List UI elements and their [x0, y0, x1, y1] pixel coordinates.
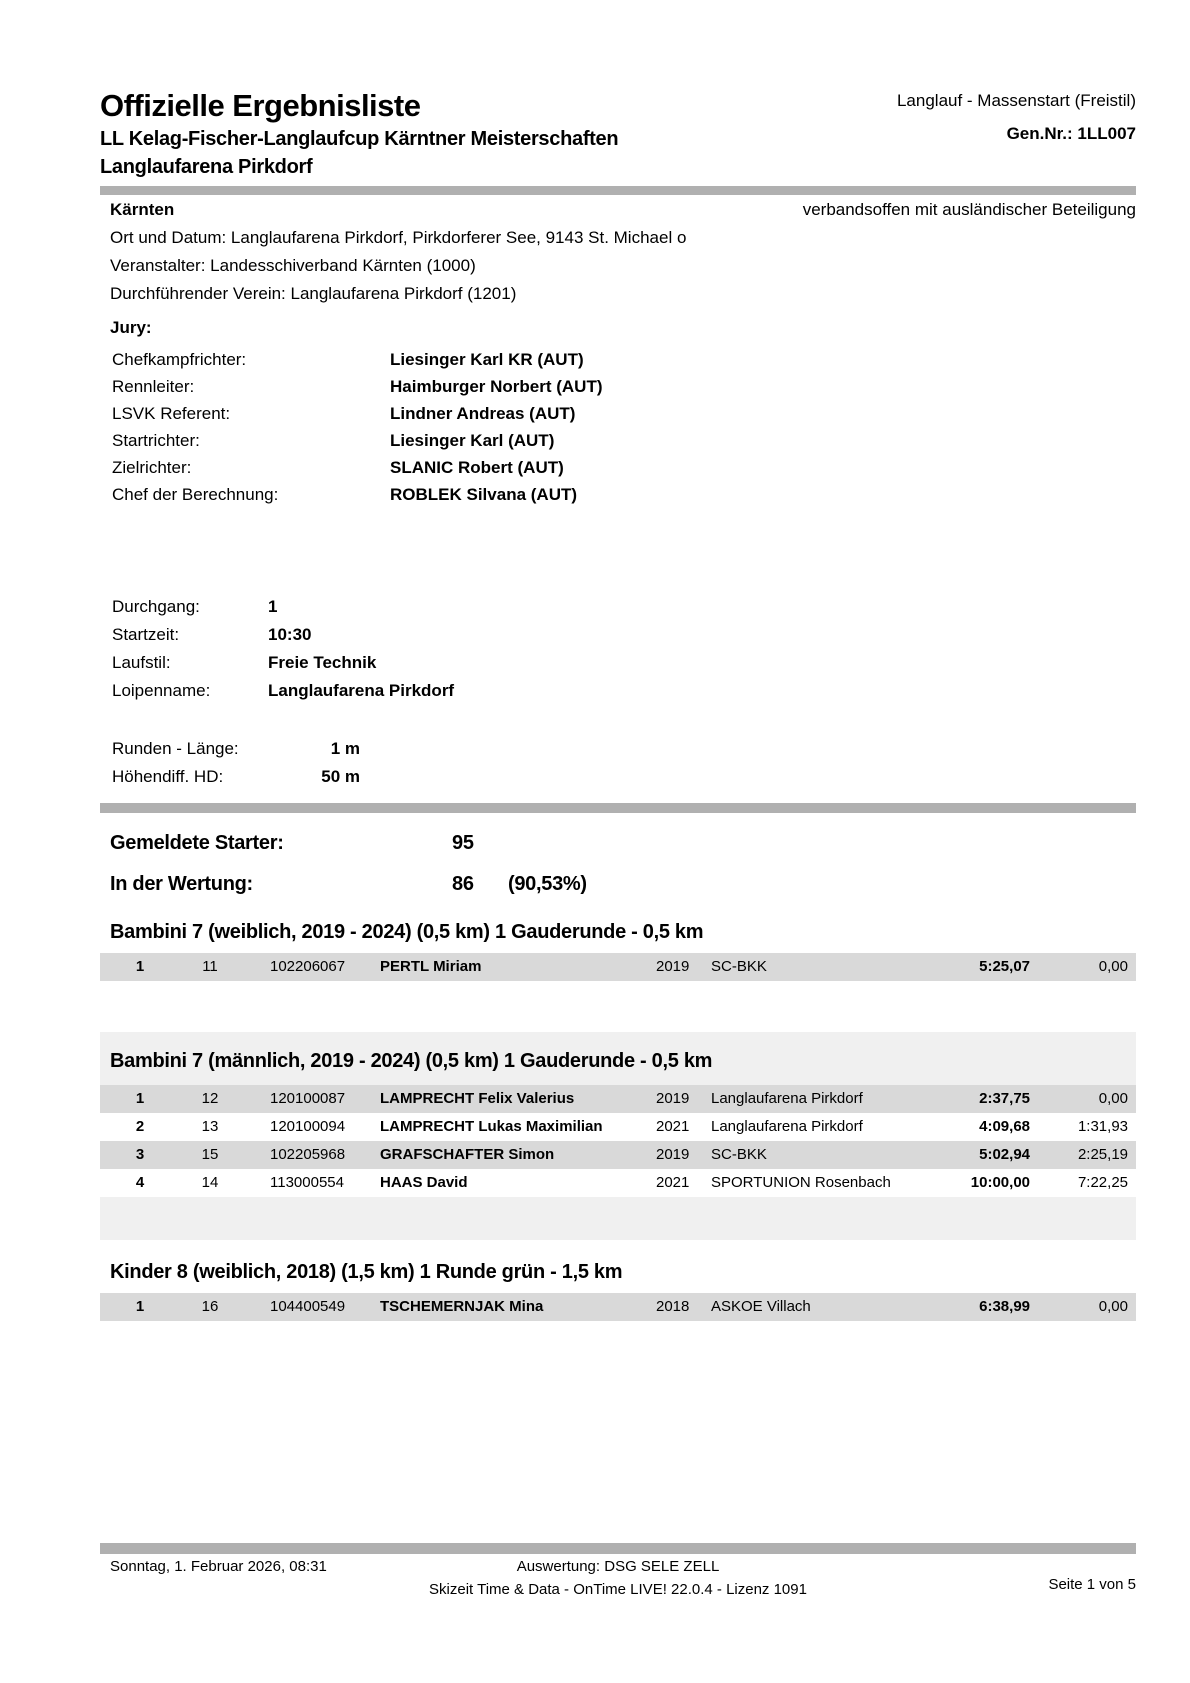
diff-cell: 2:25,19 — [1077, 1146, 1128, 1163]
bib-cell: 16 — [201, 1298, 219, 1315]
jury-member-name: ROBLEK Silvana (AUT) — [390, 485, 578, 504]
jury-row — [100, 481, 1136, 508]
event-subtitle: LL Kelag-Fischer-Langlaufcup Kärntner Meisterschaften — [100, 128, 619, 150]
rank-cell: 1 — [135, 1090, 145, 1107]
diff-cell: 0,00 — [1098, 1298, 1128, 1315]
course-info-row — [100, 763, 1136, 791]
jury-role-label: Chefkampfrichter: — [112, 350, 247, 369]
region-line — [100, 200, 1136, 220]
registered-starters-label: Gemeldete Starter: — [110, 832, 284, 854]
jury-role-label: Zielrichter: — [112, 458, 192, 477]
bib-cell: 15 — [201, 1146, 219, 1163]
run-info-row — [100, 649, 1136, 677]
course-info-label: Höhendiff. HD: — [112, 767, 224, 786]
time-cell: 6:38,99 — [979, 1298, 1030, 1315]
jury-row — [100, 454, 1136, 481]
page-title: Offizielle Ergebnisliste — [100, 88, 421, 123]
jury-row — [100, 373, 1136, 400]
rank-cell: 4 — [135, 1174, 145, 1191]
athlete-name-cell: PERTL Miriam — [380, 958, 482, 975]
code-cell: 102206067 — [270, 958, 346, 975]
course-info-value: 1 m — [330, 739, 360, 758]
ranked-percent: (90,53%) — [508, 873, 587, 895]
bib-cell: 14 — [201, 1174, 219, 1191]
run-info-value: Langlaufarena Pirkdorf — [268, 681, 455, 700]
result-row — [100, 1085, 1136, 1113]
rank-cell: 1 — [135, 958, 145, 975]
run-info-value: 1 — [268, 597, 278, 616]
course-info-label: Runden - Länge: — [112, 739, 239, 758]
athlete-name-cell: LAMPRECHT Felix Valerius — [380, 1090, 575, 1107]
athlete-name-cell: GRAFSCHAFTER Simon — [380, 1146, 555, 1163]
jury-row — [100, 346, 1136, 373]
code-cell: 120100094 — [270, 1118, 346, 1135]
run-info-row — [100, 593, 1136, 621]
rank-cell: 3 — [135, 1146, 145, 1163]
jury-member-name: Liesinger Karl KR (AUT) — [390, 350, 584, 369]
run-info-row — [100, 677, 1136, 705]
jury-member-name: Lindner Andreas (AUT) — [390, 404, 576, 423]
run-info-label: Loipenname: — [112, 681, 211, 700]
run-info-label: Durchgang: — [112, 597, 200, 616]
course-info-value: 50 m — [321, 767, 360, 786]
athlete-name-cell: TSCHEMERNJAK Mina — [380, 1298, 544, 1315]
header-separator-bar — [100, 186, 1136, 195]
discipline-label: Langlauf - Massenstart (Freistil) — [896, 91, 1136, 110]
jury-member-name: Liesinger Karl (AUT) — [390, 431, 555, 450]
club-cell: SC-BKK — [711, 958, 767, 975]
footer-software-credit: Skizeit Time & Data - OnTime LIVE! 22.0.4 - Lizenz 1091 — [429, 1581, 807, 1598]
registered-starters-value: 95 — [452, 832, 474, 854]
organizer-line: Veranstalter: Landesschiverband Kärnten (1000) — [110, 256, 476, 275]
club-cell: SC-BKK — [711, 1146, 767, 1163]
region-label: Kärnten — [110, 200, 175, 219]
year-cell: 2019 — [656, 1146, 690, 1163]
jury-role-label: Startrichter: — [112, 431, 200, 450]
result-row — [100, 1169, 1136, 1197]
footer-separator-bar — [100, 1543, 1136, 1554]
ranked-line — [100, 869, 1136, 899]
footer-page-number: Seite 1 von 5 — [1048, 1576, 1136, 1593]
time-cell: 10:00,00 — [970, 1174, 1030, 1191]
year-cell: 2021 — [656, 1174, 690, 1191]
code-cell: 102205968 — [270, 1146, 346, 1163]
year-cell: 2018 — [656, 1298, 690, 1315]
registered-starters-line — [100, 828, 1136, 858]
section-title-kinder8-weiblich: Kinder 8 (weiblich, 2018) (1,5 km) 1 Runde grün - 1,5 km — [110, 1261, 623, 1283]
ranked-value: 86 — [452, 873, 474, 895]
course-info-row — [100, 735, 1136, 763]
time-cell: 2:37,75 — [979, 1090, 1030, 1107]
jury-heading: Jury: — [110, 318, 152, 337]
run-info-value: Freie Technik — [268, 653, 377, 672]
ranked-label: In der Wertung: — [110, 873, 253, 895]
diff-cell: 1:31,93 — [1077, 1118, 1128, 1135]
rank-cell: 1 — [135, 1298, 145, 1315]
place-date-line: Ort und Datum: Langlaufarena Pirkdorf, Pirkdorferer See, 9143 St. Michael o — [110, 228, 687, 247]
athlete-name-cell: HAAS David — [380, 1174, 468, 1191]
club-cell: Langlaufarena Pirkdorf — [711, 1118, 863, 1135]
run-info-row — [100, 621, 1136, 649]
results-table-bambini7-maennlich — [100, 1085, 1136, 1197]
year-cell: 2021 — [656, 1118, 690, 1135]
diff-cell: 7:22,25 — [1077, 1174, 1128, 1191]
club-cell: Langlaufarena Pirkdorf — [711, 1090, 863, 1107]
run-info-value: 10:30 — [268, 625, 312, 644]
diff-cell: 0,00 — [1098, 958, 1128, 975]
run-info-label: Laufstil: — [112, 653, 171, 672]
club-cell: SPORTUNION Rosenbach — [711, 1174, 891, 1191]
athlete-name-cell: LAMPRECHT Lukas Maximilian — [380, 1118, 603, 1135]
result-row — [100, 953, 1136, 981]
results-table-kinder8-weiblich — [100, 1293, 1136, 1321]
stats-separator-bar — [100, 803, 1136, 813]
gen-nr-label: Gen.Nr.: 1LL007 — [1006, 124, 1136, 143]
run-info-table — [100, 593, 1136, 705]
result-row — [100, 1141, 1136, 1169]
bib-cell: 11 — [202, 958, 218, 975]
year-cell: 2019 — [656, 958, 690, 975]
section-band-bambini7-maennlich — [100, 1032, 1136, 1240]
jury-role-label: Chef der Berechnung: — [112, 485, 279, 504]
diff-cell: 0,00 — [1098, 1090, 1128, 1107]
time-cell: 5:02,94 — [979, 1146, 1030, 1163]
footer-evaluation: Auswertung: DSG SELE ZELL — [516, 1558, 720, 1575]
code-cell: 113000554 — [270, 1174, 344, 1191]
bib-cell: 12 — [201, 1090, 219, 1107]
club-cell: ASKOE Villach — [711, 1298, 811, 1315]
venue-subtitle: Langlaufarena Pirkdorf — [100, 156, 313, 178]
section-title-bambini7-weiblich: Bambini 7 (weiblich, 2019 - 2024) (0,5 km) 1 Gauderunde - 0,5 km — [110, 921, 704, 943]
jury-member-name: Haimburger Norbert (AUT) — [390, 377, 603, 396]
time-cell: 4:09,68 — [979, 1118, 1030, 1135]
run-info-label: Startzeit: — [112, 625, 180, 644]
time-cell: 5:25,07 — [979, 958, 1030, 975]
result-row — [100, 1293, 1136, 1321]
bib-cell: 13 — [201, 1118, 219, 1135]
jury-table — [100, 346, 1136, 508]
jury-member-name: SLANIC Robert (AUT) — [390, 458, 564, 477]
code-cell: 120100087 — [270, 1090, 346, 1107]
results-table-bambini7-weiblich — [100, 953, 1136, 981]
code-cell: 104400549 — [270, 1298, 346, 1315]
course-info-table — [100, 735, 1136, 791]
rank-cell: 2 — [135, 1118, 145, 1135]
result-row — [100, 1113, 1136, 1141]
footer-datetime: Sonntag, 1. Februar 2026, 08:31 — [110, 1558, 327, 1575]
jury-role-label: LSVK Referent: — [112, 404, 231, 423]
open-note-label: verbandsoffen mit ausländischer Beteiligung — [802, 200, 1136, 219]
jury-row — [100, 427, 1136, 454]
host-club-line: Durchführender Verein: Langlaufarena Pirkdorf (1201) — [110, 284, 517, 303]
jury-role-label: Rennleiter: — [112, 377, 195, 396]
jury-row — [100, 400, 1136, 427]
section-title-bambini7-maennlich: Bambini 7 (männlich, 2019 - 2024) (0,5 km) 1 Gauderunde - 0,5 km — [110, 1050, 713, 1072]
year-cell: 2019 — [656, 1090, 690, 1107]
